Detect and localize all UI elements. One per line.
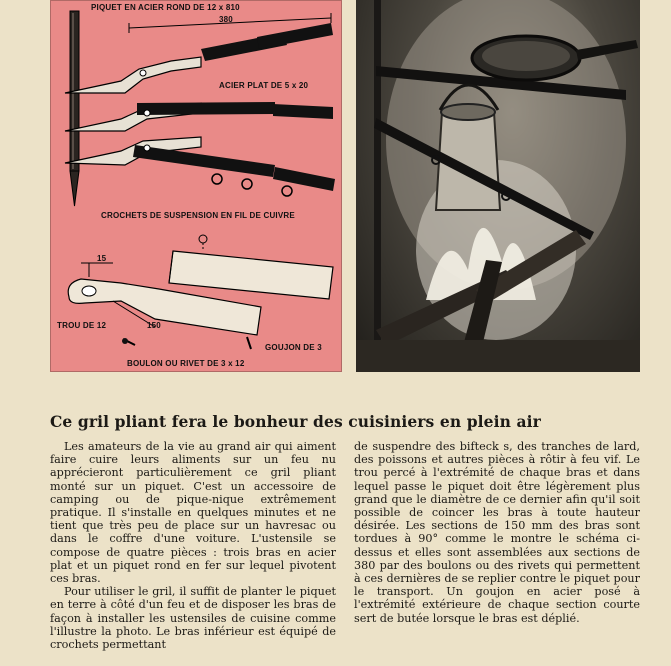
label-dim-380: 380 xyxy=(219,15,233,24)
stake-point xyxy=(70,171,79,206)
paragraph: de suspendre des bifteck s, des tranches de lard, des poissons et autres pièces à rôtir à feu vif. Le trou percé à l'extrémité de chaque bras et dans lequel passe le piquet doit être légèrement plus grand que le diamètre de ce dernier afin qu'il soit possible de coincer les bras à toute hauteur désirée. Les sections de 150 mm des bras sont tordues à 90° comme le montre le schéma ci-dessus et elles sont assemblées aux sections de 380 par des boulons ou des rivets qui permettent à ces dernières de se replier contre le piquet pour le transport. Un goujon en acier posé à l'extrémité extérieure de chaque section courte sert de butée lorsque le bras est déplié. xyxy=(354,440,640,625)
lower-arm-with-hooks xyxy=(65,137,335,196)
paragraph: Les amateurs de la vie au grand air qui aiment faire cuire leurs aliments sur un feu nu apprécieront particulièrement ce gril pliant monté sur un piquet. C'est un accessoire de camping ou de pique-nique extrêmement pratique. Il s'installe en quelques minutes et ne tient que très peu de place sur un havresac ou dans le coffre d'une voiture. L'ustensile se compose de quatre pièces : trois bras en acier plat et un piquet rond en fer sur lequel pivotent ces bras. xyxy=(50,440,336,586)
paragraph: Pour utiliser le gril, il suffit de planter le piquet en terre à côté d'un feu et de disposer les bras de façon à installer les ustensiles de cuisine comme l'illustre la photo. Le bras inférieur est équipé de crochets permettant xyxy=(50,585,336,652)
label-piquet: PIQUET EN ACIER ROND DE 12 x 810 xyxy=(91,3,240,12)
label-dim-150: 150 xyxy=(147,321,161,330)
diagram-drawing xyxy=(51,1,343,373)
article-column-left xyxy=(50,440,336,651)
label-acier-plat: ACIER PLAT DE 5 x 20 xyxy=(219,81,309,90)
label-trou: TROU DE 12 xyxy=(57,321,107,330)
construction-diagram xyxy=(50,0,342,372)
label-dim-15: 15 xyxy=(97,254,107,263)
photo-scene xyxy=(356,0,640,372)
article-headline: Ce gril pliant fera le bonheur des cuisiniers en plein air xyxy=(50,412,541,431)
label-boulon: BOULON OU RIVET DE 3 x 12 xyxy=(127,359,245,368)
label-goujon: GOUJON DE 3 xyxy=(265,343,322,352)
label-crochets: CROCHETS DE SUSPENSION EN FIL DE CUIVRE xyxy=(101,211,295,220)
middle-arm xyxy=(65,102,333,131)
photo-grill-over-fire xyxy=(356,0,640,372)
article-column-right xyxy=(354,440,640,625)
exploded-long-section xyxy=(169,235,333,299)
